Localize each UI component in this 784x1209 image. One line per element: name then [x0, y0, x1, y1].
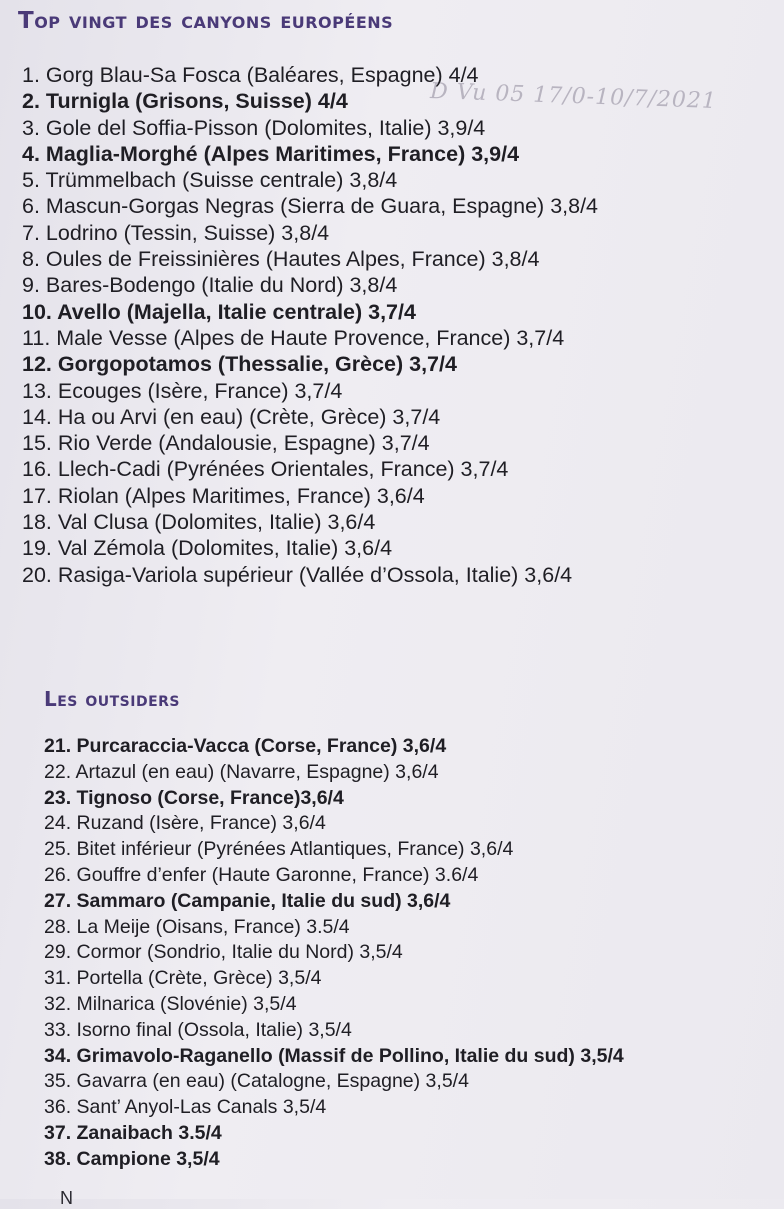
- list-item: 33. Isorno final (Ossola, Italie) 3,5/4: [44, 1018, 352, 1041]
- list-item: 22. Artazul (en eau) (Navarre, Espagne) 3,6/4: [44, 760, 439, 783]
- outsiders-title: Les outsiders: [44, 687, 181, 711]
- list-item: 6. Mascun-Gorgas Negras (Sierra de Guara, Espagne) 3,8/4: [22, 194, 599, 219]
- list-item: 38. Campione 3,5/4: [44, 1147, 220, 1170]
- list-item: 1. Gorg Blau-Sa Fosca (Baléares, Espagne) 4/4: [22, 63, 479, 87]
- list-item: 17. Riolan (Alpes Maritimes, France) 3,6/4: [22, 483, 425, 508]
- list-item: 23. Tignoso (Corse, France)3,6/4: [44, 786, 344, 809]
- list-item: 7. Lodrino (Tessin, Suisse) 3,8/4: [22, 220, 330, 245]
- list-item: 14. Ha ou Arvi (en eau) (Crète, Grèce) 3,7/4: [22, 404, 441, 429]
- main-title: Top vingt des canyons européens: [18, 8, 394, 34]
- cutoff-text: N: [60, 1188, 73, 1208]
- list-item: 31. Portella (Crète, Grèce) 3,5/4: [44, 967, 322, 990]
- handwritten-annotation: D Vu 05 17/0-10/7/2021: [429, 79, 718, 114]
- list-item: 9. Bares-Bodengo (Italie du Nord) 3,8/4: [22, 273, 398, 298]
- list-item: 4. Maglia-Morghé (Alpes Maritimes, France) 3,9/4: [22, 141, 520, 166]
- list-item: 15. Rio Verde (Andalousie, Espagne) 3,7/4: [22, 431, 430, 456]
- list-item: 11. Male Vesse (Alpes de Haute Provence, France) 3,7/4: [22, 325, 565, 350]
- list-item: 32. Milnarica (Slovénie) 3,5/4: [44, 992, 297, 1015]
- top-twenty-list: [22, 62, 598, 588]
- list-item: 18. Val Clusa (Dolomites, Italie) 3,6/4: [22, 510, 376, 535]
- list-item: 19. Val Zémola (Dolomites, Italie) 3,6/4: [22, 536, 393, 561]
- list-item: 12. Gorgopotamos (Thessalie, Grèce) 3,7/4: [22, 352, 457, 377]
- list-item: 16. Llech-Cadi (Pyrénées Orientales, France) 3,7/4: [22, 457, 509, 482]
- list-item: 13. Ecouges (Isère, France) 3,7/4: [22, 378, 343, 403]
- list-item: 28. La Meije (Oisans, France) 3.5/4: [44, 915, 350, 938]
- list-item: 10. Avello (Majella, Italie centrale) 3,7/4: [22, 299, 416, 324]
- list-item: 37. Zanaibach 3.5/4: [44, 1121, 222, 1144]
- list-item: 36. Sant’ Anyol-Las Canals 3,5/4: [44, 1096, 327, 1119]
- list-item: 34. Grimavolo-Raganello (Massif de Pollino, Italie du sud) 3,5/4: [44, 1044, 624, 1067]
- list-item: 35. Gavarra (en eau) (Catalogne, Espagne) 3,5/4: [44, 1070, 469, 1093]
- list-item: 29. Cormor (Sondrio, Italie du Nord) 3,5/4: [44, 941, 403, 964]
- list-item: 24. Ruzand (Isère, France) 3,6/4: [44, 812, 326, 835]
- list-item: 20. Rasiga-Variola supérieur (Vallée d’Ossola, Italie) 3,6/4: [22, 562, 573, 587]
- list-item: 21. Purcaraccia-Vacca (Corse, France) 3,6/4: [44, 735, 447, 757]
- list-item: 3. Gole del Soffia-Pisson (Dolomites, Italie) 3,9/4: [22, 115, 486, 140]
- list-item: 2. Turnigla (Grisons, Suisse) 4/4: [22, 89, 348, 114]
- list-item: 25. Bitet inférieur (Pyrénées Atlantiques, France) 3,6/4: [44, 838, 514, 861]
- list-item: 8. Oules de Freissinières (Hautes Alpes, France) 3,8/4: [22, 247, 540, 272]
- outsiders-list: [44, 734, 624, 1173]
- list-item: 27. Sammaro (Campanie, Italie du sud) 3,6/4: [44, 889, 451, 912]
- list-item: 5. Trümmelbach (Suisse centrale) 3,8/4: [22, 168, 398, 193]
- list-item: 26. Gouffre d’enfer (Haute Garonne, France) 3.6/4: [44, 863, 479, 886]
